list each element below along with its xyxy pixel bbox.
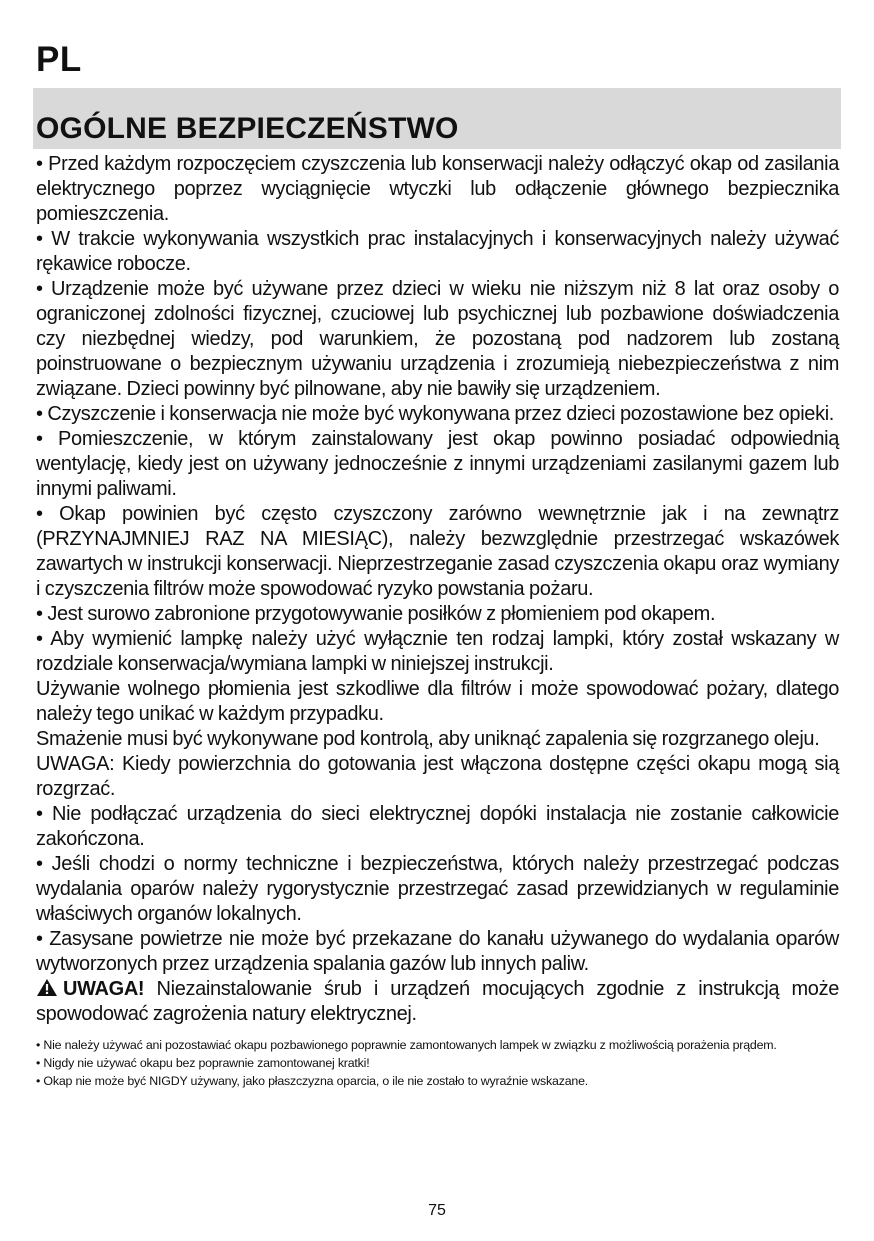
section-title: OGÓLNE BEZPIECZEŃSTWO — [36, 112, 459, 145]
note-lamps: • Nie należy używać ani pozostawiać okapu pozbawionego poprawnie zamontowanych lampek w związku z możliwością porażenia prądem. — [36, 1038, 777, 1052]
paragraph-open-flame: Używanie wolnego płomienia jest szkodliwe dla filtrów i może spowodować pożary, dlatego należy tego unikać w każdym przypadku. — [36, 678, 839, 725]
paragraph-regulations: • Jeśli chodzi o normy techniczne i bezpieczeństwa, których należy przestrzegać podczas wydalania oparów należy rygorystycznie przestrzegać zasad przewidzianych w regulaminie właściwych organów lokalnych. — [36, 853, 839, 925]
paragraph-lamp-replacement: • Aby wymienić lampkę należy użyć wyłącznie ten rodzaj lampki, który został wskazany w rozdziale konserwacja/wymiana lampki w niniejszej instrukcji. — [36, 628, 839, 675]
warning-triangle-icon — [36, 978, 58, 997]
page-number: 75 — [428, 1202, 446, 1219]
note-grille: • Nigdy nie używać okapu bez poprawnie zamontowanej kratki! — [36, 1056, 370, 1070]
warning-text: Niezainstalowanie śrub i urządzeń mocujących zgodnie z instrukcją może spowodować zagrożenia natury elektrycznej. — [36, 978, 839, 1025]
section-title-bar — [33, 88, 841, 149]
paragraph-hot-parts: UWAGA: Kiedy powierzchnia do gotowania jest włączona dostępne części okapu mogą sią rozgrzać. — [36, 753, 839, 800]
paragraph-exhaust-air: • Zasysane powietrze nie może być przekazane do kanału używanego do wydalania oparów wytworzonych przez urządzenia spalania gazów lub innych paliw. — [36, 928, 839, 975]
language-code: PL — [36, 40, 82, 79]
safety-content — [36, 152, 839, 1090]
paragraph-flame-cooking: • Jest surowo zabronione przygotowywanie posiłków z płomieniem pod okapem. — [36, 603, 716, 625]
note-support-surface: • Okap nie może być NIGDY używany, jako płaszczyzna oparcia, o ile nie zostało to wyraźnie wskazane. — [36, 1074, 589, 1088]
warning-label: UWAGA! — [63, 978, 145, 1000]
paragraph-ventilation: • Pomieszczenie, w którym zainstalowany jest okap powinno posiadać odpowiednią wentylację, kiedy jest on używany jednocześnie z innymi urządzeniami zasilanymi gazem lub innymi paliwami. — [36, 428, 839, 500]
paragraph-cleaning-frequency: • Okap powinien być często czyszczony zarówno wewnętrznie jak i na zewnątrz (PRZYNAJMNIEJ RAZ NA MIESIĄC), należy bezwzględnie przestrzegać wskazówek zawartych w instrukcji konserwacji. Nieprzestrzeganie zasad czyszczenia okapu oraz wymiany i czyszczenia filtrów może spowodować ryzyko powstania pożaru. — [36, 503, 839, 600]
paragraph-work-gloves: • W trakcie wykonywania wszystkich prac instalacyjnych i konserwacyjnych należy używać rękawice robocze. — [36, 228, 839, 275]
paragraph-frying: Smażenie musi być wykonywane pod kontrolą, aby uniknąć zapalenia się rozgrzanego oleju. — [36, 728, 820, 750]
paragraph-disconnect-power: • Przed każdym rozpoczęciem czyszczenia lub konserwacji należy odłączyć okap od zasilania elektrycznego poprzez wyciągnięcie wtyczki lub odłączenie głównego bezpiecznika pomieszczenia. — [36, 153, 839, 225]
warning-paragraph — [36, 977, 839, 1027]
small-notes — [36, 1036, 839, 1090]
paragraph-installation: • Nie podłączać urządzenia do sieci elektrycznej dopóki instalacja nie zostanie całkowicie zakończona. — [36, 803, 839, 850]
paragraph-children-usage: • Urządzenie może być używane przez dzieci w wieku nie niższym niż 8 lat oraz osoby o ograniczonej zdolności fizycznej, czuciowej lub psychicznej lub pozbawione doświadczenia czy niezbędnej wiedzy, pod warunkiem, że pozostaną pod nadzorem lub zostaną poinstruowane o bezpiecznym używaniu urządzenia i zrozumieją niebezpieczeństwa z nim związane. Dzieci powinny być pilnowane, aby nie bawiły się urządzeniem. — [36, 278, 839, 400]
paragraph-cleaning-children: • Czyszczenie i konserwacja nie może być wykonywana przez dzieci pozostawione bez opieki. — [36, 403, 835, 425]
